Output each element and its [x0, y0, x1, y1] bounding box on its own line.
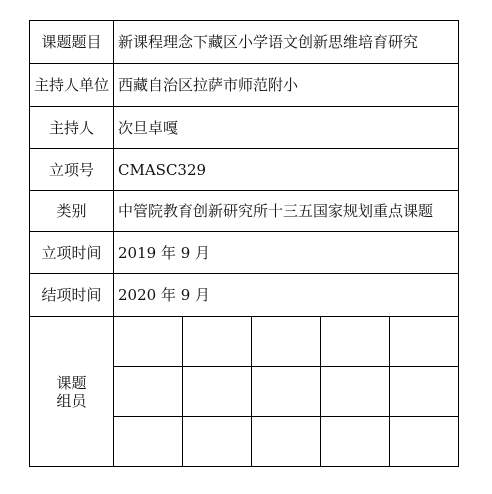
- approval-date-value: 2019 年 9 月: [114, 232, 459, 274]
- approval-date-label: 立项时间: [30, 232, 114, 274]
- host-label: 主持人: [30, 107, 114, 149]
- project-number-value: CMASC329: [114, 149, 459, 191]
- project-title-label: 课题题目: [30, 21, 114, 64]
- member-cell: [183, 367, 252, 417]
- member-cell: [389, 417, 458, 467]
- member-cell: [389, 317, 458, 367]
- member-cell: [114, 317, 183, 367]
- row-members: [30, 317, 459, 467]
- row-category: [30, 191, 459, 232]
- members-grid-cell: [114, 317, 459, 467]
- members-grid-row: [114, 317, 458, 367]
- member-cell: [252, 417, 321, 467]
- member-cell: [114, 417, 183, 467]
- project-info-sheet: [29, 20, 459, 471]
- host-unit-label: 主持人单位: [30, 64, 114, 107]
- members-label-line1: 课题: [56, 373, 87, 392]
- project-title-value: 新课程理念下藏区小学语文创新思维培育研究: [114, 21, 459, 64]
- host-value: 次旦卓嘎: [114, 107, 459, 149]
- row-host: [30, 107, 459, 149]
- project-number-label: 立项号: [30, 149, 114, 191]
- row-host-unit: [30, 64, 459, 107]
- member-cell: [389, 367, 458, 417]
- member-cell: [252, 317, 321, 367]
- members-label: [30, 317, 114, 467]
- member-cell: [252, 367, 321, 417]
- members-label-line2: 组员: [56, 391, 87, 410]
- host-unit-value: 西藏自治区拉萨市师范附小: [114, 64, 459, 107]
- row-project-number: [30, 149, 459, 191]
- row-completion-date: [30, 274, 459, 317]
- row-approval-date: [30, 232, 459, 274]
- category-value: 中管院教育创新研究所十三五国家规划重点课题: [114, 191, 459, 232]
- member-cell: [114, 367, 183, 417]
- completion-date-label: 结项时间: [30, 274, 114, 317]
- member-cell: [320, 417, 389, 467]
- member-cell: [320, 317, 389, 367]
- completion-date-value: 2020 年 9 月: [114, 274, 459, 317]
- member-cell: [183, 317, 252, 367]
- member-cell: [183, 417, 252, 467]
- row-project-title: [30, 21, 459, 64]
- category-label: 类别: [30, 191, 114, 232]
- members-grid-row: [114, 417, 458, 467]
- members-grid: [114, 317, 458, 466]
- members-grid-row: [114, 367, 458, 417]
- member-cell: [320, 367, 389, 417]
- project-info-table: [29, 20, 459, 467]
